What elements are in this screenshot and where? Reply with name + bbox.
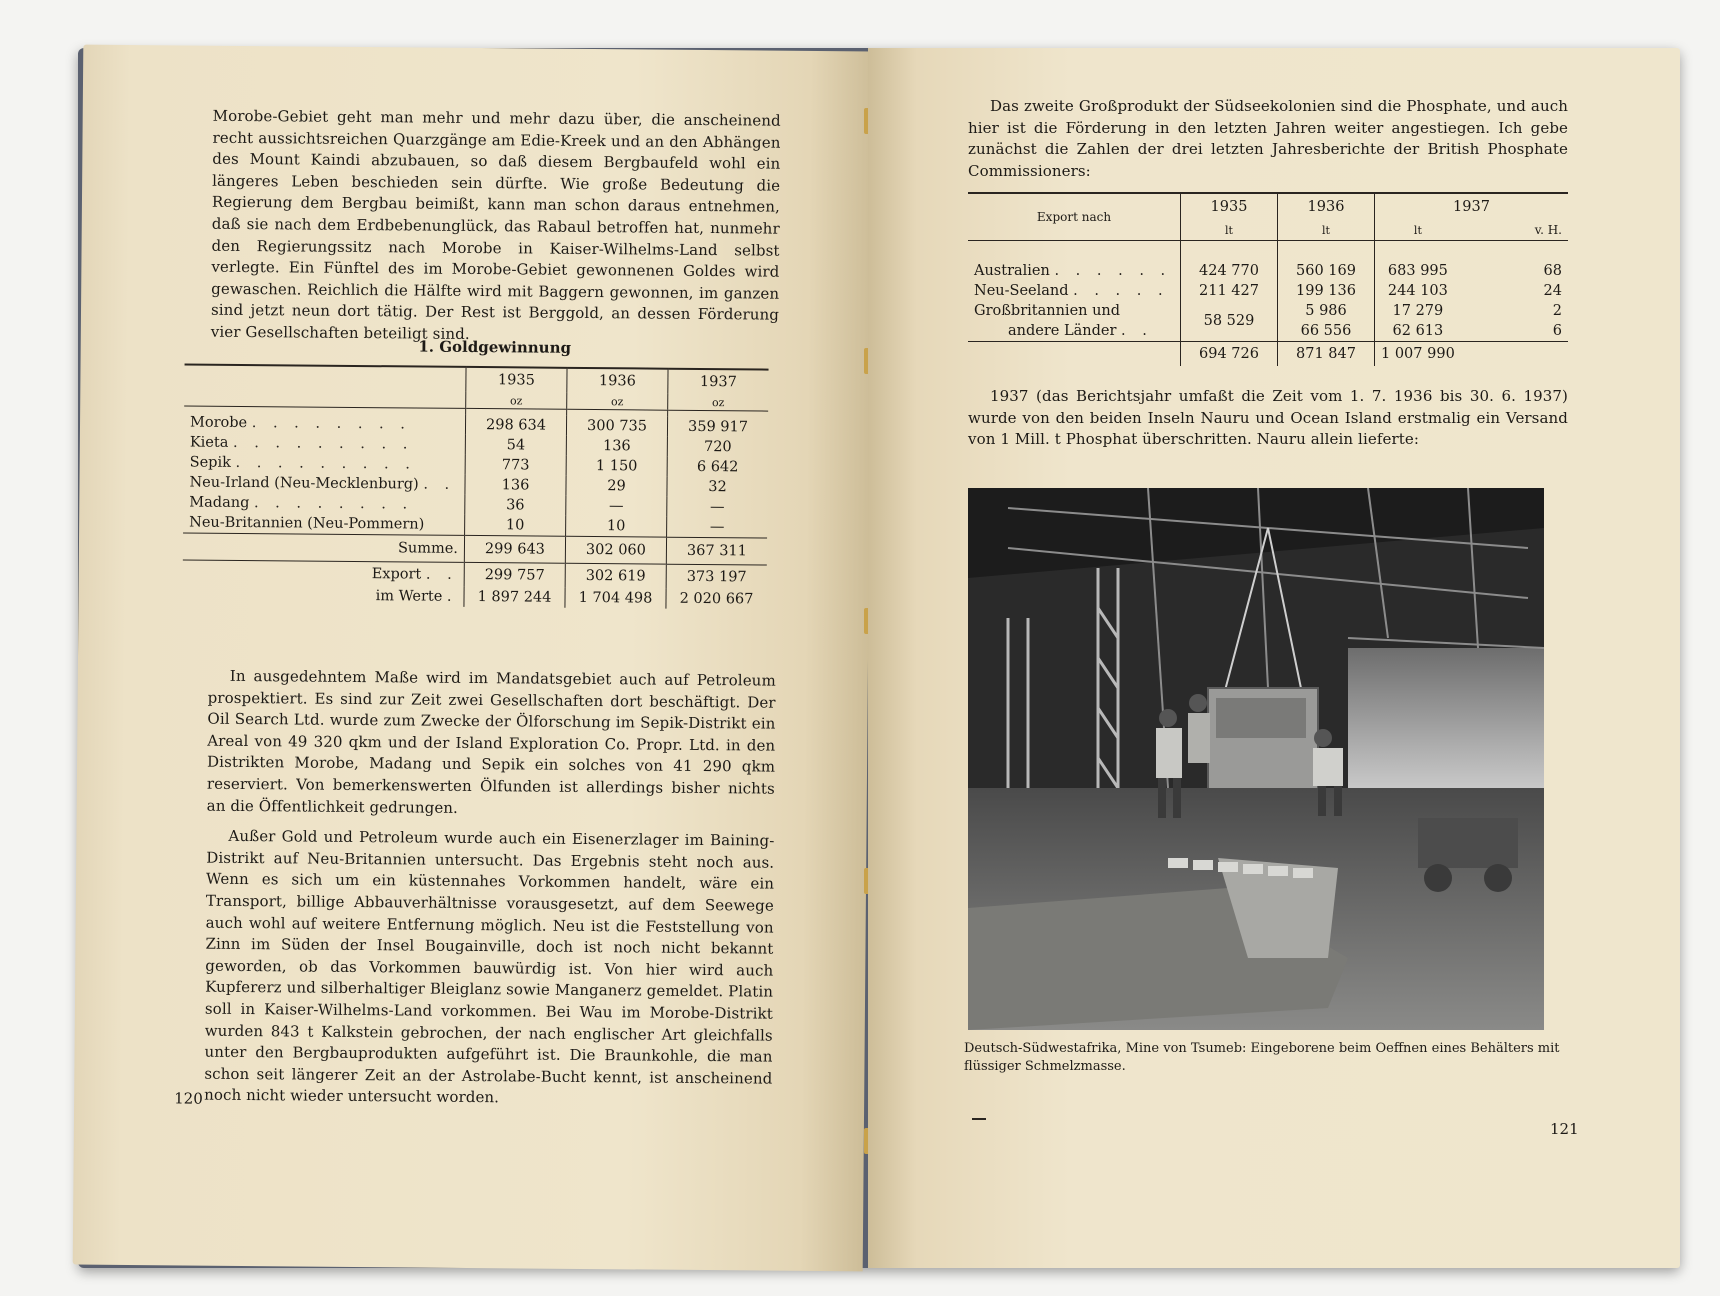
gold-table bbox=[182, 363, 768, 609]
cell: 199 136 bbox=[1278, 281, 1375, 301]
row-label: Neu-Seeland bbox=[974, 283, 1069, 299]
open-book bbox=[78, 48, 1680, 1268]
cell: 373 197 bbox=[666, 564, 767, 589]
page-number-left: 120 bbox=[174, 1089, 203, 1108]
row-label: Neu-Irland (Neu-Mecklenburg) bbox=[189, 474, 419, 493]
cell: 24 bbox=[1543, 283, 1562, 299]
table-row: Sepik . . . . . . . . . 773 1 150 6 642 bbox=[184, 452, 768, 477]
cell: 6 642 bbox=[667, 457, 768, 478]
cell: — bbox=[566, 496, 667, 517]
phos-year-1935: 1935 bbox=[1181, 193, 1278, 220]
cell: 1 897 244 bbox=[464, 587, 565, 608]
cell: 211 427 bbox=[1181, 281, 1278, 301]
cell: 36 bbox=[465, 495, 566, 516]
cell: 10 bbox=[465, 515, 566, 536]
table-row: Neu-Seeland . . . . . 211 427 199 136 244 103 24 bbox=[968, 281, 1568, 301]
table-row: Australien . . . . . . 424 770 560 169 683 995 68 bbox=[968, 261, 1568, 281]
cell: 302 619 bbox=[565, 563, 666, 588]
cell: 367 311 bbox=[666, 537, 767, 565]
left-page bbox=[73, 45, 874, 1272]
right-intro-text bbox=[968, 96, 1568, 191]
gold-year-1935: 1935 bbox=[466, 367, 567, 393]
cell: — bbox=[667, 497, 768, 518]
gold-year-1937: 1937 bbox=[668, 369, 769, 395]
cell: 300 735 bbox=[566, 416, 667, 437]
cell: 32 bbox=[667, 477, 768, 498]
phos-unit: lt bbox=[1278, 220, 1375, 241]
gold-unit: oz bbox=[466, 392, 567, 409]
row-label: Großbritannien und bbox=[974, 303, 1121, 319]
phos-year-1936: 1936 bbox=[1278, 193, 1375, 220]
cell: 694 726 bbox=[1181, 342, 1278, 367]
cell: 299 757 bbox=[464, 562, 565, 587]
gold-year-1936: 1936 bbox=[567, 368, 668, 394]
left-paragraph-3: Außer Gold und Petroleum wurde auch ein Eisenerzlager im Baining-Distrikt auf Neu-Britannien untersucht. Das Ergebnis steht noch aus. Wenn es sich um ein küstennahes Vorkommen handelt, wäre ein Transport, billige Abbauverhältnisse vorausgesetzt, auf dem Seewege auch wohl auf weitere Entfernung möglich. Neu ist die Feststellung von Zinn im Süden der Insel Bougainville, doch ist noch nicht bekannt geworden, ob das Vorkommen bauwürdig ist. Von hier wird auch Kupfererz und silberhaltiger Bleiglanz sowie Manganerz gemeldet. Platin soll in Kaiser-Wilhelms-Land vorkommen. Bei Wau im Morobe-Distrikt wurden 843 t Kalkstein gebrochen, der nach englischer Art gleichfalls unter den Bergbauprodukten aufgeführt ist. Die Braunkohle, die man schon seit längerer Zeit an der Astrolabe-Bucht kennt, ist anscheinend noch nicht wieder untersucht worden. bbox=[204, 827, 775, 1107]
cell: 1 704 498 bbox=[565, 588, 666, 609]
phos-unit: lt bbox=[1375, 220, 1461, 241]
left-intro-text bbox=[211, 106, 781, 357]
left-paragraph-1: Morobe-Gebiet geht man mehr und mehr dazu über, die anscheinend recht aussichtsreichen Quarzgänge am Edie-Kreek und an den Abhängen des Mount Kaindi abzubauen, so daß diesem Bergbaufeld wohl ein längeres Leben beschieden sein dürfte. Wie große Bedeutung die Regierung dem Bergbau beimißt, kann man schon daraus entnehmen, daß sie nach dem Erdbebenunglück, das Rabaul betroffen hat, nunmehr den Regierungssitz nach Morobe in Kaiser-Wilhelms-Land selbst verlegte. Ein Fünftel des im Morobe-Gebiet gewonnenen Goldes wird gewaschen. Reichlich die Hälfte wird mit Baggern gewonnen, im ganzen sind jetzt neun dort tätig. Der Rest ist Berggold, an dessen Förderung vier Gesellschaften beteiligt sind. bbox=[210, 106, 781, 343]
cell: 302 060 bbox=[565, 536, 666, 564]
cell: 560 169 bbox=[1278, 261, 1375, 281]
cell: 62 613 bbox=[1375, 321, 1461, 342]
export-header: Export nach bbox=[968, 193, 1181, 241]
cell: 5 986 bbox=[1278, 301, 1375, 321]
cell: 299 643 bbox=[464, 535, 565, 563]
cell: 424 770 bbox=[1181, 261, 1278, 281]
cell: 1 007 990 bbox=[1375, 342, 1461, 367]
sum-label: Summe. bbox=[183, 533, 465, 562]
cell: 68 bbox=[1543, 263, 1562, 279]
cell: — bbox=[667, 517, 768, 538]
left-paragraph-2: In ausgedehntem Maße wird im Mandatsgebiet auch auf Petroleum prospektiert. Es sind zur Zeit zwei Gesellschaften dort beschäftigt. Der Oil Search Ltd. wurde zum Zwecke der Ölforschung im Sepik-Distrikt ein Areal von 49 320 qkm und der Island Exploration Co. Propr. Ltd. in den Distrikten Morobe, Madang und Sepik ein solches von 41 290 qkm reserviert. Von bemerkenswerten Ölfunden ist allerdings bisher nichts an die Öffentlichkeit gedrungen. bbox=[206, 666, 776, 817]
cell: 871 847 bbox=[1278, 342, 1375, 367]
table-row: Madang . . . . . . . . 36 — — bbox=[183, 492, 767, 517]
right-paragraph-2: 1937 (das Berichtsjahr umfaßt die Zeit vom 1. 7. 1936 bis 30. 6. 1937) wurde von den beiden Inseln Nauru und Ocean Island erstmalig ein Versand von 1 Mill. t Phosphat überschritten. Nauru allein lieferte: bbox=[968, 387, 1568, 449]
row-label: Neu-Britannien (Neu-Pommern) bbox=[189, 514, 425, 533]
export-label: Export bbox=[371, 566, 422, 583]
row-label: Kieta bbox=[189, 434, 229, 451]
photo-caption: Deutsch-Südwestafrika, Mine von Tsumeb: Eingeborene beim Oeffnen eines Behälters mit flüssiger Schmelzmasse. bbox=[964, 1041, 1560, 1074]
gold-unit: oz bbox=[668, 394, 769, 411]
cell: 6 bbox=[1552, 323, 1562, 339]
left-body-text bbox=[204, 666, 776, 1121]
right-page bbox=[868, 48, 1680, 1268]
gold-unit: oz bbox=[567, 393, 668, 410]
value-label: im Werte bbox=[375, 588, 443, 605]
cell: 683 995 bbox=[1375, 261, 1461, 281]
mine-photograph bbox=[968, 488, 1544, 1030]
phosphate-table bbox=[968, 192, 1568, 366]
total-row bbox=[968, 342, 1568, 367]
phos-year-1937: 1937 bbox=[1375, 193, 1569, 220]
table-row: andere Länder . . 66 556 62 613 6 bbox=[968, 321, 1568, 342]
table-row bbox=[968, 301, 1568, 321]
pct-header: v. H. bbox=[1461, 220, 1568, 241]
cell: 10 bbox=[566, 516, 667, 537]
cell: 58 529 bbox=[1181, 301, 1278, 342]
right-body-text bbox=[968, 386, 1568, 460]
row-label: Madang bbox=[189, 494, 250, 512]
cell: 29 bbox=[566, 476, 667, 497]
row-label: Morobe bbox=[189, 414, 248, 432]
value-row: im Werte . 1 897 244 1 704 498 2 020 667 bbox=[182, 584, 766, 609]
table-row: Morobe . . . . . . . . 298 634 300 735 359 917 bbox=[184, 412, 768, 437]
row-label: Sepik bbox=[189, 454, 231, 471]
phos-unit: lt bbox=[1181, 220, 1278, 241]
cell: 359 917 bbox=[667, 417, 768, 438]
page-number-right: 121 bbox=[1550, 1120, 1579, 1138]
cell: 244 103 bbox=[1375, 281, 1461, 301]
cell: 2 020 667 bbox=[666, 589, 767, 610]
row-label: Australien bbox=[974, 263, 1050, 279]
right-paragraph-1: Das zweite Großprodukt der Südseekolonien sind die Phosphate, und auch hier ist die Förderung in den letzten Jahren weiter angestiegen. Ich gebe zunächst die Zahlen der drei letzten Jahresberichte der British Phosphate Commissioners: bbox=[968, 97, 1568, 180]
cell: 720 bbox=[667, 437, 768, 458]
gold-table-title: 1. Goldgewinnung bbox=[418, 337, 572, 357]
cell: 136 bbox=[465, 475, 566, 496]
table-row: Kieta . . . . . . . . . 54 136 720 bbox=[184, 432, 768, 457]
cell: 298 634 bbox=[465, 415, 566, 436]
cell: 54 bbox=[465, 435, 566, 456]
cell: 773 bbox=[465, 455, 566, 476]
cell: 1 150 bbox=[566, 456, 667, 477]
cell: 136 bbox=[566, 436, 667, 457]
cell: 17 279 bbox=[1375, 301, 1461, 321]
table-row: Neu-Irland (Neu-Mecklenburg) . . 136 29 32 bbox=[183, 472, 767, 497]
export-row: Export . . 299 757 302 619 373 197 bbox=[183, 560, 767, 590]
cell: 2 bbox=[1552, 303, 1562, 319]
photo-illustration bbox=[968, 488, 1544, 1030]
footer-dash bbox=[972, 1118, 986, 1120]
row-label: andere Länder bbox=[1008, 323, 1117, 339]
cell: 66 556 bbox=[1278, 321, 1375, 342]
